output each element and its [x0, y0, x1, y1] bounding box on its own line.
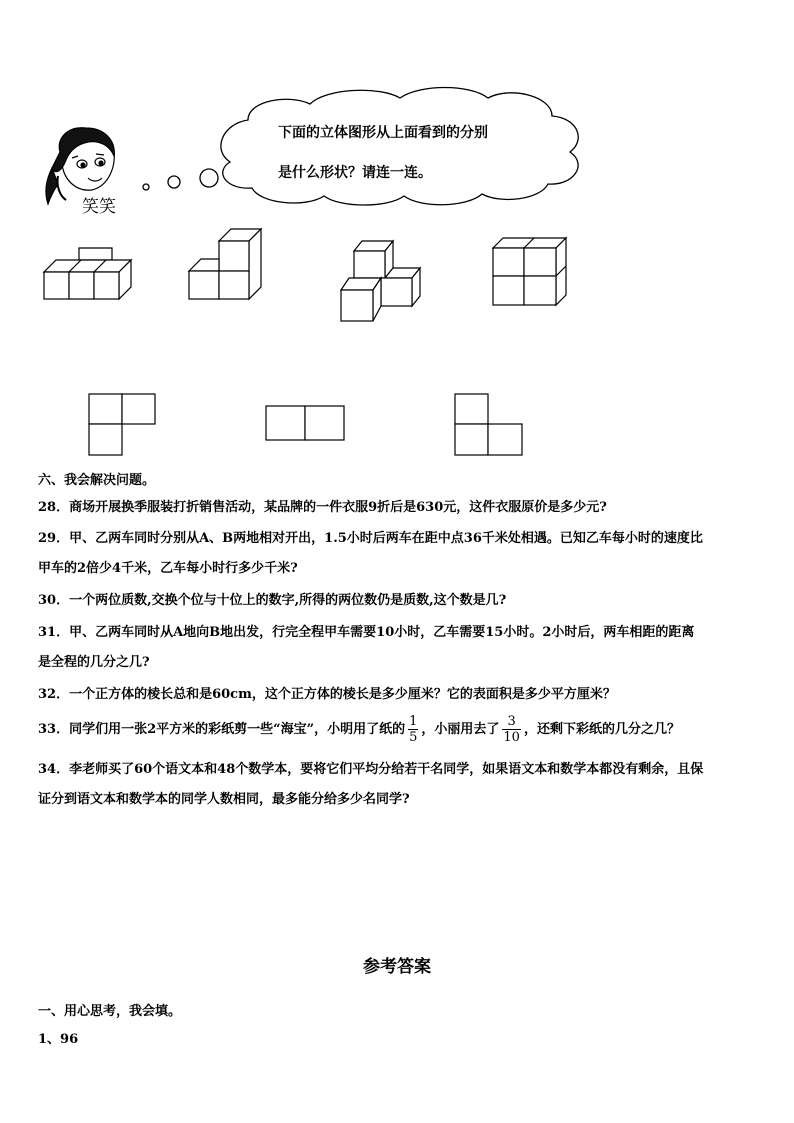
question-33 — [38, 714, 680, 746]
question-28: 28．商场开展换季服装打折销售活动，某品牌的一件衣服9折后是630元，这件衣服原价是多少元? — [38, 500, 607, 515]
fraction-2-numerator: 3 — [502, 714, 521, 730]
fraction-1-denominator: 5 — [409, 730, 418, 745]
top-view-shape-2 — [266, 406, 344, 440]
speech-cloud — [221, 88, 578, 206]
solid-figure-2 — [189, 229, 261, 299]
fraction-1-numerator: 1 — [409, 714, 418, 729]
question-31-line-2: 是全程的几分之几? — [38, 655, 150, 670]
section-6-heading: 六、我会解决问题。 — [38, 473, 156, 488]
fraction-three-tenths — [502, 714, 521, 745]
question-30: 30．一个两位质数,交换个位与十位上的数字,所得的两位数仍是质数,这个数是几? — [38, 593, 507, 608]
solid-figure-4 — [493, 238, 566, 305]
question-29-line-2: 甲车的2倍少4千米，乙车每小时行多少千米? — [38, 561, 298, 576]
question-33-part-2: ，小丽用去了 — [421, 722, 500, 737]
fraction-one-fifth — [408, 714, 418, 745]
answer-key-title: 参考答案 — [363, 957, 431, 977]
answer-section-1-heading: 一、用心思考，我会填。 — [38, 1004, 182, 1019]
question-29-line-1: 29．甲、乙两车同时分别从A、B两地相对开出，1.5小时后两车在距中点36千米处相遇。已知乙车每小时的速度比 — [38, 531, 703, 546]
fraction-2-denominator: 10 — [503, 730, 520, 745]
thought-bubble-dots — [143, 169, 218, 190]
top-view-shape-3 — [455, 394, 522, 455]
top-view-shape-1 — [89, 394, 155, 455]
solid-figure-1 — [44, 248, 131, 299]
question-34-line-1: 34．李老师买了60个语文本和48个数学本，要将它们平均分给若干名同学，如果语文本和数学本都没有剩余，且保 — [38, 762, 704, 777]
question-31-line-1: 31．甲、乙两车同时从A地向B地出发，行完全程甲车需要10小时，乙车需要15小时。2小时后，两车相距的距离 — [38, 625, 695, 640]
answer-1: 1、96 — [38, 1032, 79, 1047]
question-32: 32．一个正方体的棱长总和是60cm，这个正方体的棱长是多少厘米？它的表面积是多少平方厘米？ — [38, 687, 616, 702]
question-33-part-1: 33．同学们用一张2平方米的彩纸剪一些“海宝”，小明用了纸的 — [38, 722, 406, 737]
speech-line-2: 是什么形状？请连一连。 — [278, 165, 432, 181]
speech-line-1: 下面的立体图形从上面看到的分别 — [278, 125, 488, 141]
cartoon-label: 笑笑 — [82, 197, 116, 217]
question-33-part-3: ，还剩下彩纸的几分之几？ — [523, 722, 680, 737]
question-34-line-2: 证分到语文本和数学本的同学人数相同，最多能分给多少名同学? — [38, 792, 410, 807]
solid-figure-3 — [341, 241, 420, 321]
